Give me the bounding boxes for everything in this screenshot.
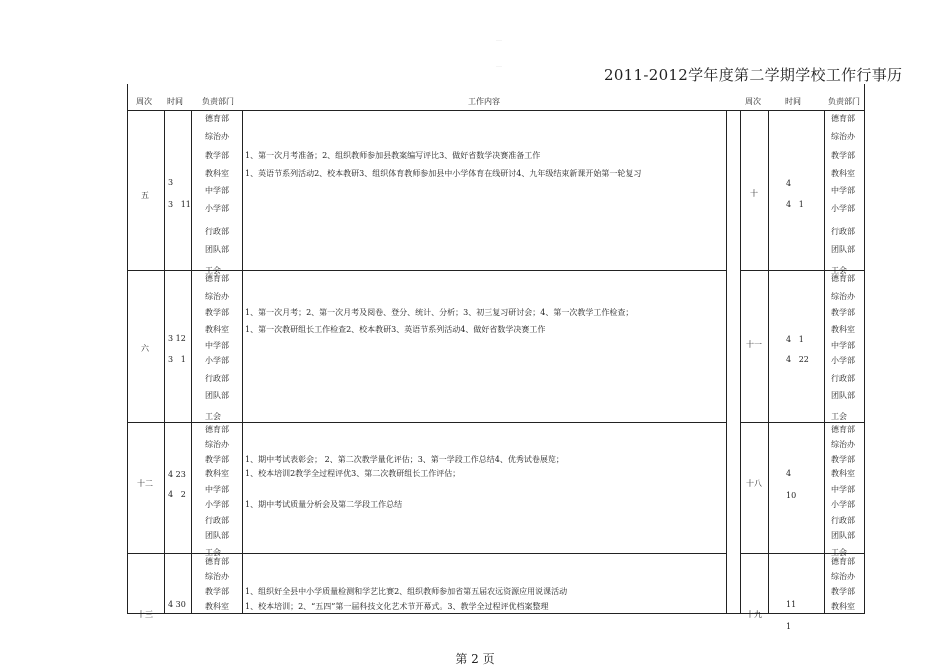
- header-mark: ……: [496, 64, 502, 68]
- department-label: 行政部: [205, 227, 229, 236]
- department-label: 教科室: [205, 469, 229, 478]
- page-title: 2011-2012学年度第二学期学校工作行事历: [604, 66, 903, 84]
- department-label-right: 教学部: [831, 455, 855, 464]
- week-number: 六: [141, 344, 149, 353]
- time-value: 4 23: [168, 470, 186, 479]
- department-label-right: 工会: [831, 548, 847, 557]
- department-label: 中学部: [205, 341, 229, 350]
- department-label-right: 工会: [831, 412, 847, 421]
- department-label: 工会: [205, 266, 221, 275]
- department-label-right: 团队部: [831, 245, 855, 254]
- department-label-right: 行政部: [831, 374, 855, 383]
- work-item: 1、英语节系列活动2、校本教研3、组织体育教师参加县中小学体育在线研讨4、九年级结束新课开始第一轮复习: [245, 169, 642, 178]
- week-number-right: 十一: [746, 340, 762, 349]
- col-header-content: 工作内容: [468, 97, 500, 106]
- department-label: 教学部: [205, 455, 229, 464]
- department-label-right: 中学部: [831, 186, 855, 195]
- department-label-right: 教学部: [831, 587, 855, 596]
- col-header-week-right: 周次: [745, 97, 761, 106]
- department-label: 团队部: [205, 245, 229, 254]
- week-number: 十三: [137, 610, 153, 619]
- week-number: 十二: [137, 479, 153, 488]
- department-label: 教学部: [205, 308, 229, 317]
- department-label: 中学部: [205, 485, 229, 494]
- department-label: 小学部: [205, 356, 229, 365]
- col-header-time-right: 时间: [785, 97, 801, 106]
- week-number: 五: [141, 191, 149, 200]
- department-label-right: 团队部: [831, 391, 855, 400]
- work-item: 1、校本培训2教学全过程评优3、第二次教研组长工作评估；: [245, 469, 461, 478]
- department-label: 工会: [205, 548, 221, 557]
- department-label: 综治办: [205, 292, 229, 301]
- department-label-right: 行政部: [831, 227, 855, 236]
- department-label-right: 德育部: [831, 114, 855, 123]
- department-label-right: 教科室: [831, 469, 855, 478]
- time-value: 4 2: [168, 490, 186, 499]
- time-value: 3 11: [168, 200, 191, 209]
- department-label: 行政部: [205, 374, 229, 383]
- department-label: 中学部: [205, 186, 229, 195]
- department-label-right: 德育部: [831, 557, 855, 566]
- department-label: 德育部: [205, 557, 229, 566]
- work-item: 1、第一次月考；2、第一次月考及阅卷、登分、统计、分析；3、初三复习研讨会；4、第一次教学工作检查；: [245, 308, 634, 317]
- time-value: 4 30: [168, 600, 186, 609]
- col-header-dept: 负责部门: [202, 97, 234, 106]
- department-label-right: 综治办: [831, 440, 855, 449]
- department-label: 教科室: [205, 325, 229, 334]
- department-label: 综治办: [205, 132, 229, 141]
- department-label: 德育部: [205, 114, 229, 123]
- department-label: 综治办: [205, 440, 229, 449]
- header-mark: ……: [496, 38, 502, 42]
- time-value-right: 4: [786, 179, 792, 188]
- time-value-right: 11: [786, 600, 797, 609]
- department-label-right: 小学部: [831, 204, 855, 213]
- work-item: 1、期中考试表彰会； 2、第二次教学量化评估；3、第一学段工作总结4、优秀试卷展览；: [245, 455, 564, 464]
- department-label-right: 德育部: [831, 425, 855, 434]
- time-value-right: 10: [786, 491, 797, 500]
- department-label-right: 综治办: [831, 132, 855, 141]
- time-value-right: 4 22: [786, 355, 809, 364]
- week-number-right: 十: [750, 189, 758, 198]
- department-label-right: 综治办: [831, 572, 855, 581]
- week-number-right: 十九: [746, 610, 762, 619]
- time-value-right: 4 1: [786, 200, 804, 209]
- department-label: 教科室: [205, 169, 229, 178]
- department-label-right: 教科室: [831, 169, 855, 178]
- time-value: 3: [168, 178, 174, 187]
- department-label: 德育部: [205, 425, 229, 434]
- work-item: 1、第一次月考准备；2、组织教师参加县教案编写评比3、做好省数学决赛准备工作: [245, 151, 541, 160]
- department-label: 德育部: [205, 274, 229, 283]
- work-item: 1、第一次教研组长工作检查2、校本教研3、英语节系列活动4、做好省数学决赛工作: [245, 325, 546, 334]
- department-label: 教学部: [205, 151, 229, 160]
- page-number: 第 2 页: [455, 652, 495, 666]
- department-label: 小学部: [205, 204, 229, 213]
- department-label-right: 教学部: [831, 151, 855, 160]
- department-label: 综治办: [205, 572, 229, 581]
- time-value-right: 4 1: [786, 335, 804, 344]
- department-label-right: 小学部: [831, 500, 855, 509]
- col-header-time: 时间: [167, 97, 183, 106]
- department-label: 团队部: [205, 531, 229, 540]
- department-label: 工会: [205, 412, 221, 421]
- col-header-dept-right: 负责部门: [828, 97, 860, 106]
- work-item: 1、校本培训；2、“五四”第一届科技文化艺术节开幕式。3、教学全过程评优档案整理: [245, 602, 549, 611]
- work-item: 1、组织好全县中小学质量检测和学艺比赛2、组织教师参加省第五届农远资源应用说课活动: [245, 587, 568, 596]
- department-label-right: 教科室: [831, 325, 855, 334]
- department-label-right: 教科室: [831, 602, 855, 611]
- department-label-right: 行政部: [831, 516, 855, 525]
- time-value: 3 1: [168, 355, 186, 364]
- department-label: 小学部: [205, 500, 229, 509]
- department-label: 行政部: [205, 516, 229, 525]
- department-label: 教学部: [205, 587, 229, 596]
- department-label: 教科室: [205, 602, 229, 611]
- department-label: 团队部: [205, 391, 229, 400]
- department-label-right: 中学部: [831, 341, 855, 350]
- department-label-right: 工会: [831, 266, 847, 275]
- department-label-right: 团队部: [831, 531, 855, 540]
- time-value-right: 1: [786, 622, 792, 631]
- department-label-right: 中学部: [831, 485, 855, 494]
- work-item: 1、期中考试质量分析会及第二学段工作总结: [245, 500, 403, 509]
- time-value-right: 4: [786, 469, 792, 478]
- department-label-right: 小学部: [831, 356, 855, 365]
- department-label-right: 德育部: [831, 274, 855, 283]
- department-label-right: 教学部: [831, 308, 855, 317]
- week-number-right: 十八: [746, 479, 762, 488]
- time-value: 3 12: [168, 334, 186, 343]
- col-header-week: 周次: [136, 97, 152, 106]
- department-label-right: 综治办: [831, 292, 855, 301]
